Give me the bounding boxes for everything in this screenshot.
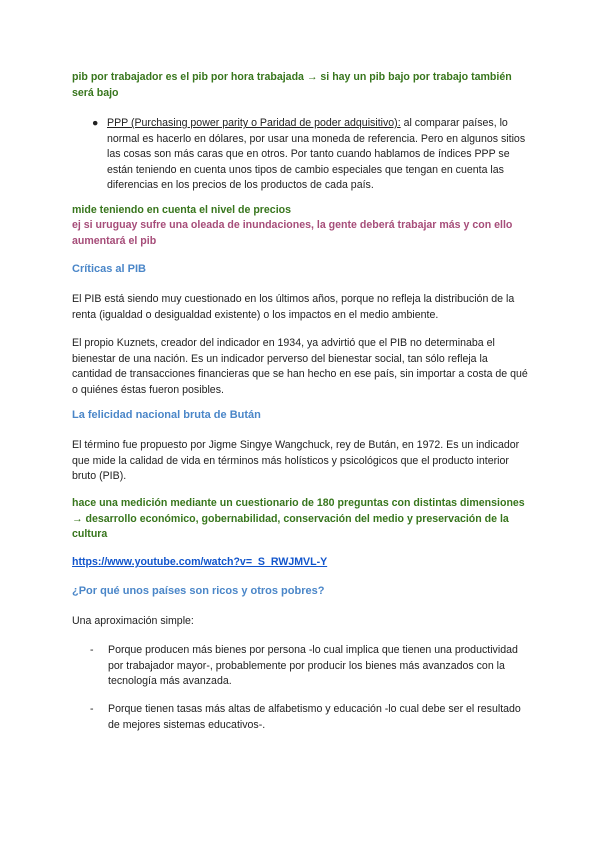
- youtube-video-link[interactable]: https://www.youtube.com/watch?v=_S_RWJMVL-Y: [72, 556, 328, 568]
- dash-marker: -: [90, 644, 94, 656]
- paragraph-butan: El término fue propuesto por Jigme Singye Wangchuck, rey de Bután, en 1972. Es un indicador que mide la calidad de vida en términos más holísticos y psicológicos que el producto interior bruto (PIB).: [72, 439, 520, 483]
- heading-paises-ricos-pobres: ¿Por qué unos países son ricos y otros pobres?: [72, 585, 325, 597]
- ppp-term: PPP (Purchasing power parity o Paridad de poder adquisitivo):: [107, 117, 401, 129]
- paragraph-aproximacion: Una aproximación simple:: [72, 615, 194, 627]
- ppp-bullet-item: [92, 116, 528, 194]
- bullet-dot-icon: ●: [92, 117, 99, 129]
- heading-felicidad-butan: La felicidad nacional bruta de Bután: [72, 409, 261, 421]
- ppp-bullet-text: [107, 116, 528, 194]
- note-mide-precios: mide teniendo en cuenta el nivel de precios: [72, 204, 291, 216]
- heading-criticas-pib: Críticas al PIB: [72, 263, 146, 275]
- dash-list-item-text: Porque producen más bienes por persona -lo cual implica que tienen una productividad por trabajador mayor-, probablemente por producir los bienes más avanzados con la tecnología más avanzada.: [108, 644, 518, 688]
- note-uruguay-example: ej si uruguay sufre una oleada de inundaciones, la gente deberá trabajar más y con ello aumentará el pib: [72, 219, 513, 247]
- paragraph-criticas-1: El PIB está siendo muy cuestionado en los últimos años, porque no refleja la distribución de la renta (igualdad o desigualdad existente) o los impactos en el medio ambiente.: [72, 293, 515, 321]
- youtube-link-paragraph: [72, 555, 528, 571]
- dash-list-item: [90, 702, 528, 733]
- dash-list-item-text: Porque tienen tasas más altas de alfabetismo y educación -lo cual debe ser el resultado de mejores sistemas educativos-.: [108, 703, 521, 731]
- note-pib-por-trabajador: pib por trabajador es el pib por hora trabajada → si hay un pib bajo por trabajo también será bajo: [72, 71, 512, 99]
- ppp-definition: al comparar países, lo normal es hacerlo en dólares, por usar una moneda de referencia. Pero en algunos sitios las cosas son más caras que en otros. Por tanto cuando hablamos de índices PPP se están teniendo en cuenta unos tipos de cambio especiales que tengan en cuenta las diferencias en los precios de los productos de cada país.: [107, 117, 526, 192]
- paragraph-criticas-2: El propio Kuznets, creador del indicador en 1934, ya advirtió que el PIB no determinaba el bienestar de una nación. Es un indicador perverso del bienestar social, tan sólo refleja la cantidad de transacciones financieras que se han hecho en ese país, sin importar a costa de qué o quiénes éstas fueron posibles.: [72, 337, 528, 396]
- dash-marker: -: [90, 703, 94, 715]
- dash-list-item: [90, 643, 528, 690]
- note-medicion-cuestionario: hace una medición mediante un cuestionario de 180 preguntas con distintas dimensiones → desarrollo económico, gobernabilidad, conservación del medio y preservación de la cultura: [72, 497, 525, 541]
